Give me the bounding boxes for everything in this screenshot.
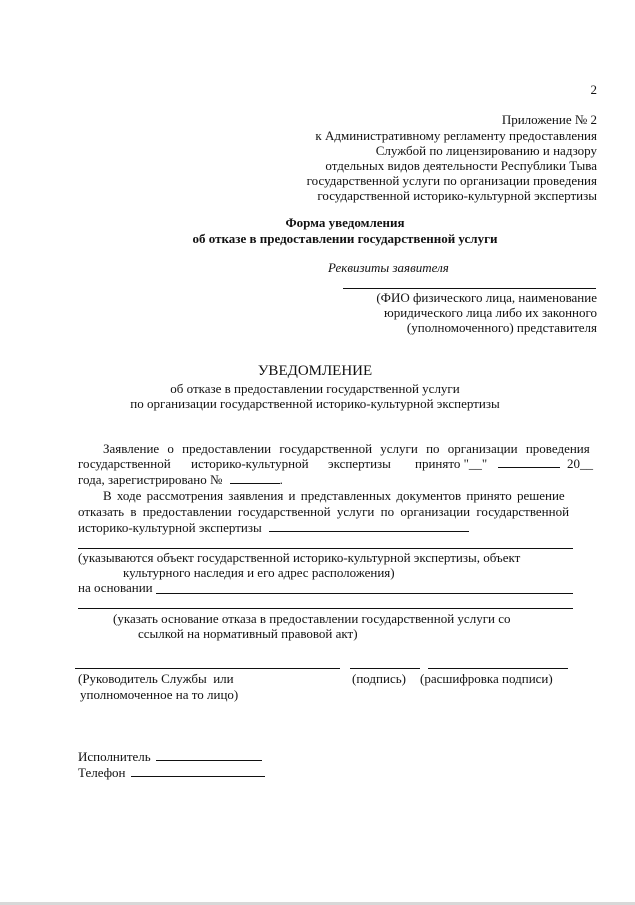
page-number: 2 — [590, 82, 597, 97]
notice-subtitle: по организации государственной историко-культурной экспертизы — [130, 396, 500, 411]
body-line: Заявление о предоставлении государственной услуги по организации проведения — [103, 441, 590, 456]
body-line — [78, 520, 469, 535]
body-line: В ходе рассмотрения заявления и представленных документов принято решение — [103, 488, 565, 503]
signature-caption: (подпись) — [352, 671, 406, 686]
notice-title: УВЕДОМЛЕНИЕ — [257, 363, 373, 379]
applicant-label: Реквизиты заявителя — [328, 260, 449, 275]
object-field-line[interactable] — [78, 548, 573, 549]
body-line — [78, 456, 596, 471]
refusal-reason-field[interactable] — [269, 520, 469, 532]
appendix-line: государственной историко-культурной экспертизы — [317, 188, 597, 203]
object-caption: (указываются объект государственной историко-культурной экспертизы, объект — [78, 550, 521, 565]
applicant-caption: (ФИО физического лица, наименование — [376, 290, 597, 305]
phone-line — [78, 765, 265, 780]
head-field-line[interactable] — [75, 668, 340, 669]
body-line: отказать в предоставлении государственной услуги по организации государственной — [78, 504, 570, 519]
appendix-line: отдельных видов деятельности Республики Тыва — [325, 158, 597, 173]
appendix-line: Службой по лицензированию и надзору — [375, 143, 597, 158]
body-word: принято "__" — [415, 456, 488, 471]
form-title-line: об отказе в предоставлении государственной услуги — [192, 231, 498, 246]
appendix-line: к Административному регламенту предоставления — [315, 128, 597, 143]
head-caption: уполномоченное на то лицо) — [80, 687, 239, 702]
body-word: года, зарегистрировано № — [78, 472, 223, 487]
signature-field-line[interactable] — [350, 668, 420, 669]
applicant-caption: (уполномоченного) представителя — [406, 320, 597, 335]
basis-caption: (указать основание отказа в предоставлении государственной услуги со — [113, 611, 511, 626]
basis-line — [78, 580, 153, 595]
basis-label: на основании — [78, 580, 153, 595]
month-field[interactable] — [498, 456, 560, 468]
phone-field[interactable] — [131, 765, 265, 777]
applicant-caption: юридического лица либо их законного — [384, 305, 597, 320]
decoding-field-line[interactable] — [428, 668, 568, 669]
decoding-caption: (расшифровка подписи) — [420, 671, 553, 686]
appendix-title: Приложение № 2 — [501, 112, 597, 127]
basis-field[interactable] — [156, 593, 573, 594]
notice-subtitle: об отказе в предоставлении государственной услуги — [170, 381, 460, 396]
head-caption: (Руководитель Службы или — [78, 671, 234, 686]
applicant-field-line — [343, 288, 596, 289]
form-title-line: Форма уведомления — [285, 215, 405, 230]
basis-caption: ссылкой на нормативный правовой акт) — [138, 626, 358, 641]
body-word: экспертизы — [328, 456, 391, 471]
appendix-line: государственной услуги по организации проведения — [306, 173, 597, 188]
body-word: . — [279, 472, 283, 487]
body-word: 20__ — [567, 456, 593, 471]
object-caption: культурного наследия и его адрес расположения) — [123, 565, 395, 580]
body-word: государственной — [78, 456, 171, 471]
registration-number-field[interactable] — [230, 472, 280, 484]
body-line — [78, 472, 283, 487]
executor-label: Исполнитель — [78, 749, 151, 764]
basis-field-line-2[interactable] — [78, 608, 573, 609]
executor-line — [78, 749, 262, 764]
phone-label: Телефон — [78, 765, 126, 780]
body-word: историко-культурной — [191, 456, 309, 471]
body-word: историко-культурной экспертизы — [78, 520, 262, 535]
executor-field[interactable] — [156, 749, 262, 761]
